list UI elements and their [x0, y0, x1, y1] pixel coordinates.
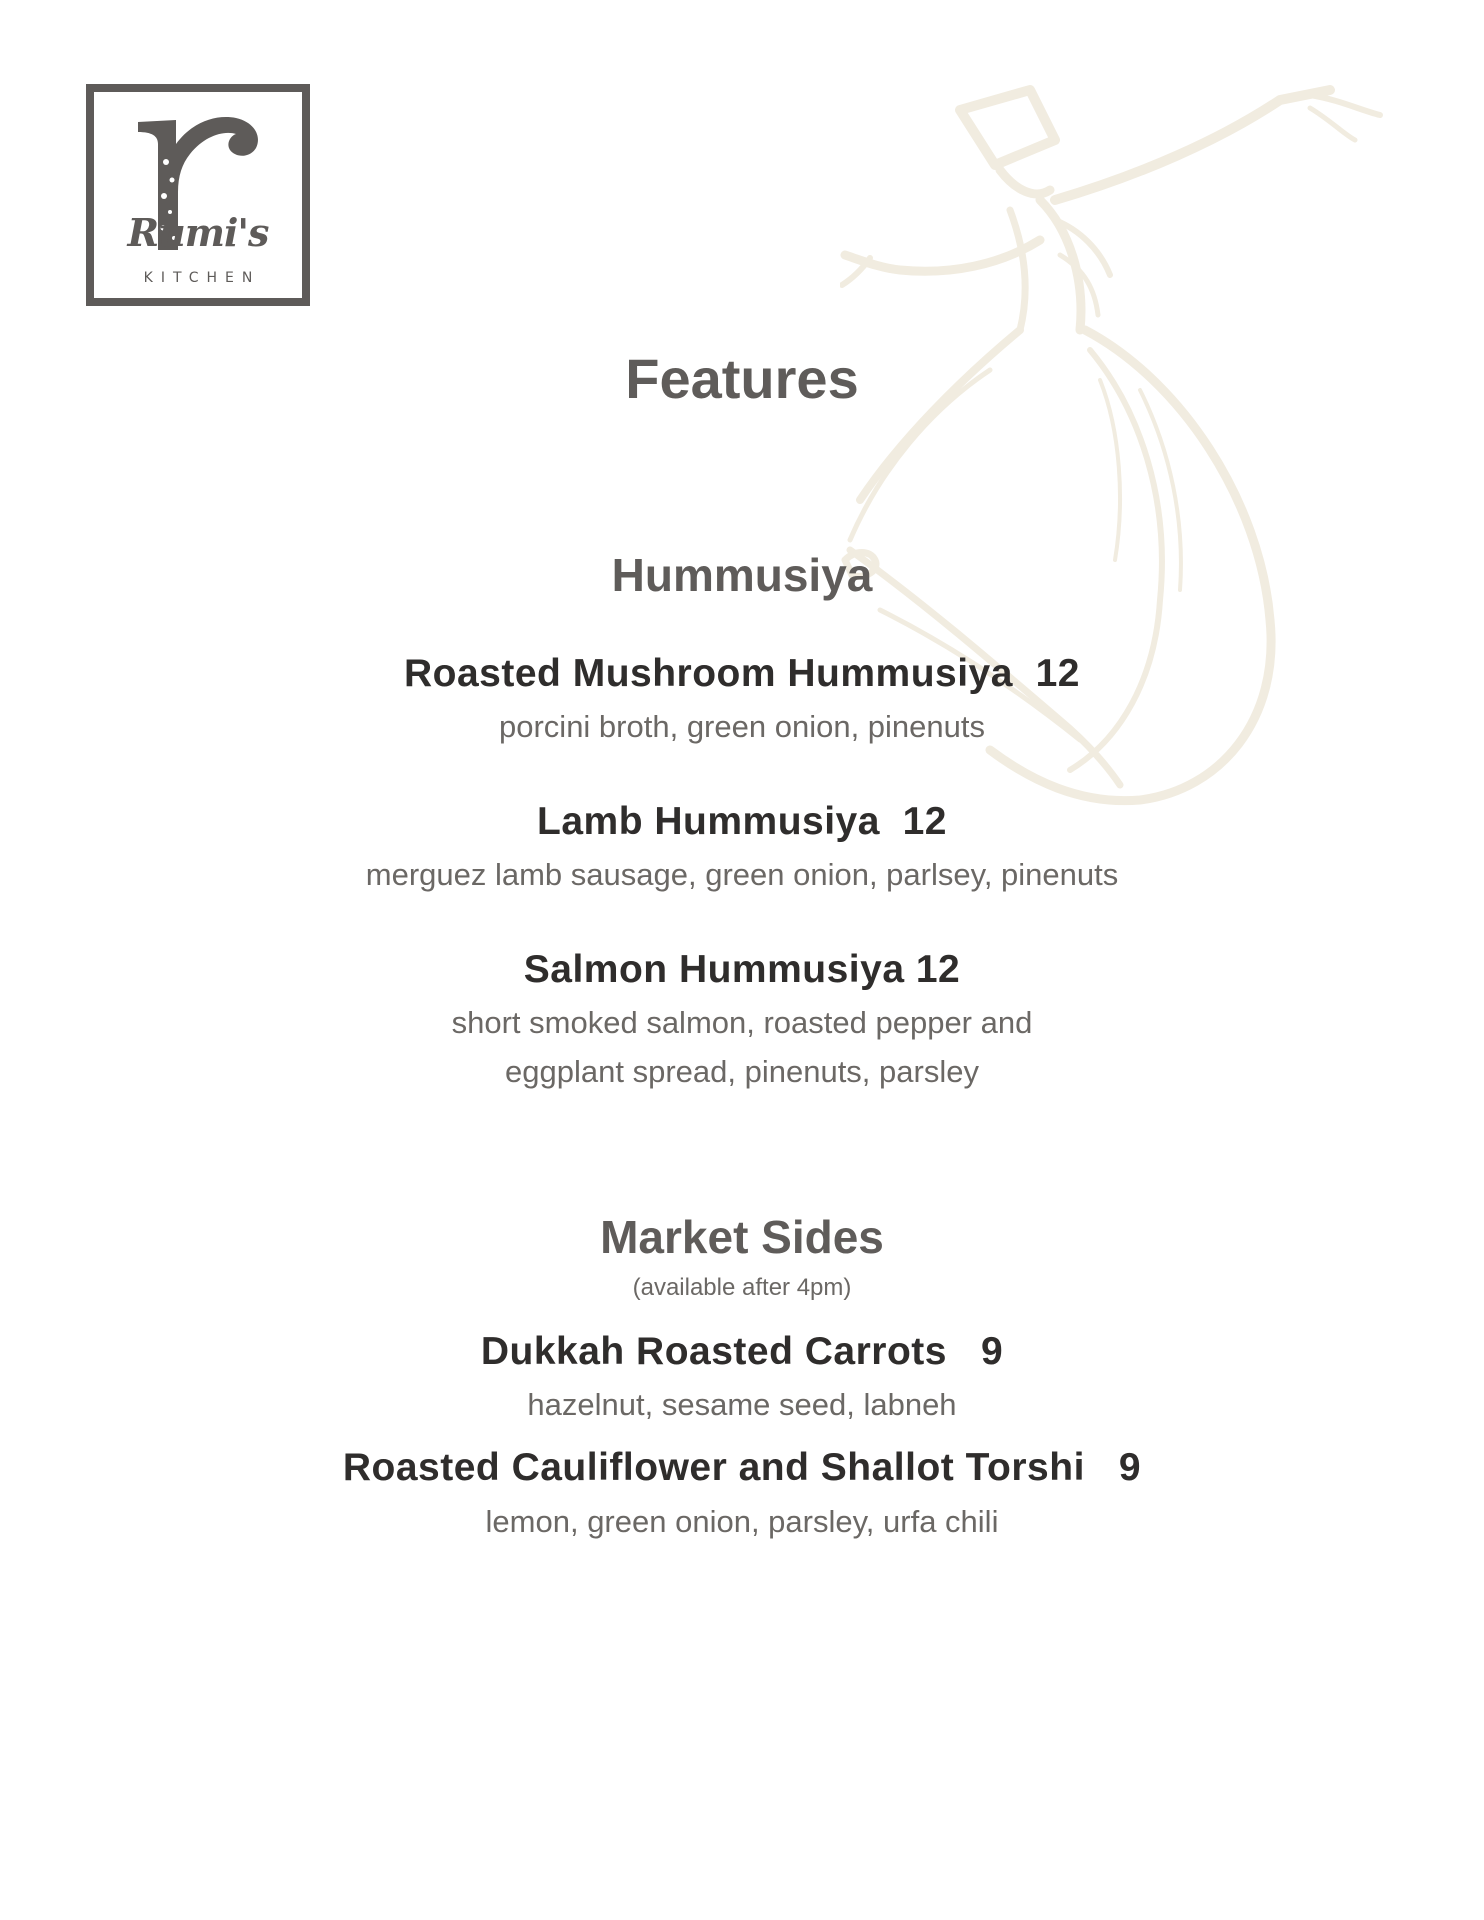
menu-item-name: Roasted Cauliflower and Shallot Torshi 9 [342, 1446, 1142, 1489]
logo-subtitle: KITCHEN [143, 270, 261, 286]
menu-item-name: Roasted Mushroom Hummusiya 12 [404, 652, 1080, 695]
menu-item-description: lemon, green onion, parsley, urfa chili [485, 1504, 999, 1539]
section-title-market-sides: Market Sides [600, 1211, 884, 1263]
menu-item-name: Salmon Hummusiya 12 [523, 948, 961, 991]
menu-item-description: porcini broth, green onion, pinenuts [499, 709, 985, 744]
restaurant-logo [86, 84, 310, 306]
menu-item-description: hazelnut, sesame seed, labneh [527, 1387, 957, 1422]
menu-item-description: short smoked salmon, roasted pepper and [451, 1005, 1033, 1040]
logo-script-text: Rumi's [127, 210, 269, 255]
menu-item-name: Lamb Hummusiya 12 [537, 800, 947, 843]
menu-item-description: eggplant spread, pinenuts, parsley [505, 1054, 979, 1089]
menu-item-description: merguez lamb sausage, green onion, parlsey, pinenuts [365, 857, 1119, 892]
r-monogram-logo-icon [94, 92, 302, 298]
page-title: Features [625, 347, 859, 410]
section-title-hummusiya: Hummusiya [611, 549, 873, 601]
menu-item-name: Dukkah Roasted Carrots 9 [480, 1330, 1004, 1373]
section-note: (available after 4pm) [632, 1274, 852, 1301]
